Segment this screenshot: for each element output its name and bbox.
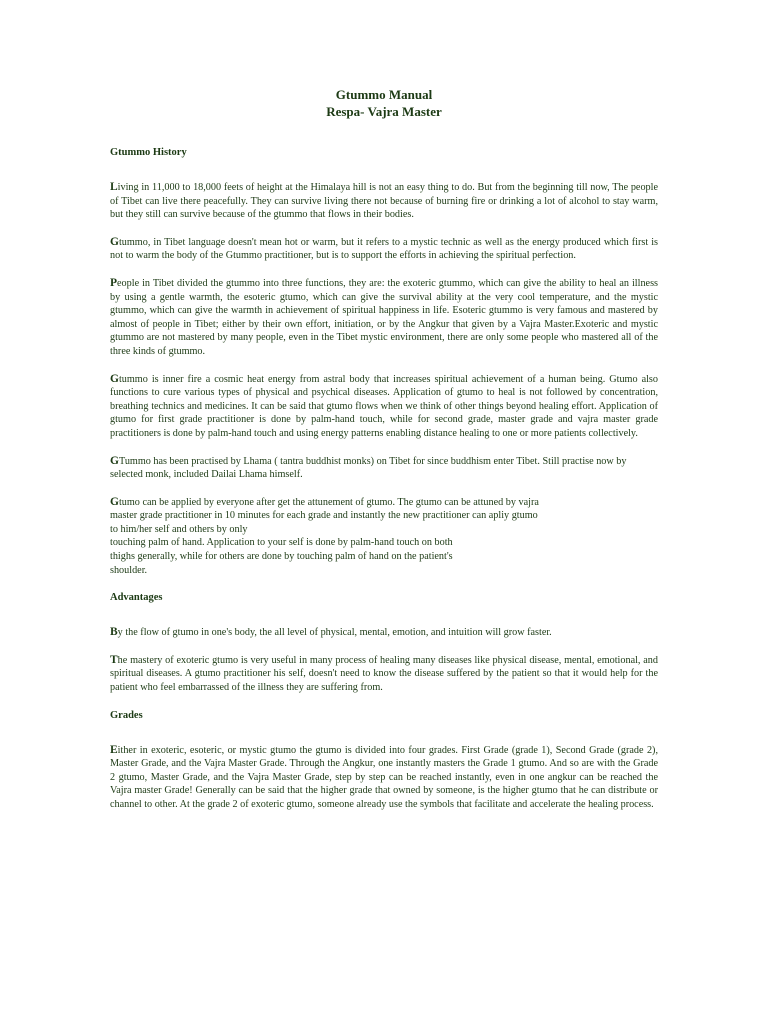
paragraph xyxy=(110,744,658,812)
drop-letter: G xyxy=(110,372,119,385)
paragraph-text: iving in 11,000 to 18,000 feets of height at the Himalaya hill is not an easy thing to do. But from the beginning till now, The people of Tibet can live there peacefully. They can survive living there not because of burning fire or drinking a lot of alcohol to stay warm, but they still can survive because of the gtummo that flows in their bodies. xyxy=(110,182,658,221)
paragraph xyxy=(110,181,658,222)
paragraph-text: eople in Tibet divided the gtummo into three functions, they are: the exoteric gtummo, which can give the ability to heal an illness by using a gentle warmth, the esoteric gtumo, which can give the survival ability at the very cool temperature, and the mystic gtummo, which can give the warmth in achievement of spiritual happiness in life. Esoteric gtummo is very famous and mastered by almost of people in Tibet; either by their own effort, initiation, or by the Angkur that given by a Vajra Master.Exoteric and mystic gtummo are not mastered by many people, even in the Tibet mystic environment, there are only some people who mastered all of the three kinds of gtummo. xyxy=(110,277,658,357)
text-line: master grade practitioner in 10 minutes for each grade and instantly the new practitioner can apliy gtumo xyxy=(110,510,538,522)
drop-letter: E xyxy=(110,743,118,756)
document-page xyxy=(110,86,658,826)
text-line xyxy=(110,496,658,510)
text-line: shoulder. xyxy=(110,564,148,576)
text-line-rest: tumo can be applied by everyone after get the attunement of gtumo. The gtumo can be attuned by vajra xyxy=(118,496,539,508)
paragraph-text: tummo, in Tibet language doesn't mean hot or warm, but it refers to a mystic technic as well as the energy produced which first is not to warm the body of the Gtummo practitioner, but is to support the efforts in achieving the spiritual perfection. xyxy=(110,236,658,262)
drop-letter: L xyxy=(110,181,118,193)
document-subtitle: Respa- Vajra Master xyxy=(326,104,442,119)
drop-letter: G xyxy=(110,235,119,248)
paragraph xyxy=(110,455,658,482)
paragraph-text: he mastery of exoteric gtumo is very useful in many process of healing many diseases like physical disease, mental, emotional, and spiritual diseases. A gtumo practitioner his self, doesn't need to know the disease suffered by the patient so that it would help for the patient who feel embarrassed of the illness they are suffering from. xyxy=(110,654,658,694)
paragraph-text: tummo is inner fire a cosmic heat energy from astral body that increases spiritual achievement of a human being. Gtumo also functions to cure various types of physical and psychical diseases. Application of gtumo to heal is not followed by concentration, breathing technics and medicines. It can be said that gtumo flows when we think of other things beyond healing effort. Application of gtumo for first grade practitioner is done by palm-hand touch, while for second grade, master grade and vajra master grade practitioners is done by palm-hand touch and using energy patterns enabling distance healing to one or more patients collectively. xyxy=(110,373,658,439)
title-block xyxy=(110,86,658,120)
section-heading-history: Gtummo History xyxy=(110,147,187,158)
text-line: thighs generally, while for others are done by touching palm of hand on the patient's xyxy=(110,551,453,563)
drop-letter: G xyxy=(110,495,119,508)
section-heading-grades: Grades xyxy=(110,709,143,721)
drop-letter: P xyxy=(110,276,118,289)
document-title: Gtummo Manual xyxy=(335,87,433,102)
paragraph-text: y the flow of gtumo in one's body, the all level of physical, mental, emotion, and intuition will grow faster. xyxy=(117,627,552,639)
drop-letter: B xyxy=(110,626,118,639)
paragraph-ragged xyxy=(110,496,658,578)
section-heading-advantages: Advantages xyxy=(110,592,163,604)
paragraph xyxy=(110,373,658,441)
drop-letter: T xyxy=(110,653,118,666)
paragraph xyxy=(110,626,658,640)
paragraph xyxy=(110,236,658,263)
text-line: to him/her self and others by only xyxy=(110,523,248,535)
paragraph-text: ither in exoteric, esoteric, or mystic gtumo the gtumo is divided into four grades. First Grade (grade 1), Second Grade (grade 2), Master Grade, and the Vajra Master Grade. Through the Angkur, one instantly masters the Grade 1 gtumo. And so are with the Grade 2 gtumo, Master Grade, and the Vajra Master Grade, step by step can be reached instantly, even in one angkur can be reached the Vajra master Grade! Generally can be said that the higher grade that owned by someone, is the higher gtumo that he can distribute or channel to other. At the grade 2 of exoteric gtumo, someone already use the symbols that facilitate and accelerate the healing process. xyxy=(110,744,658,810)
paragraph xyxy=(110,654,658,695)
paragraph-text: Tummo has been practised by Lhama ( tantra buddhist monks) on Tibet for since buddhism enter Tibet. Still practise now by selected monk, included Dailai Lhama himself. xyxy=(110,455,627,481)
text-line: touching palm of hand. Application to your self is done by palm-hand touch on both xyxy=(110,537,453,549)
paragraph xyxy=(110,277,658,359)
drop-letter: G xyxy=(110,454,119,467)
